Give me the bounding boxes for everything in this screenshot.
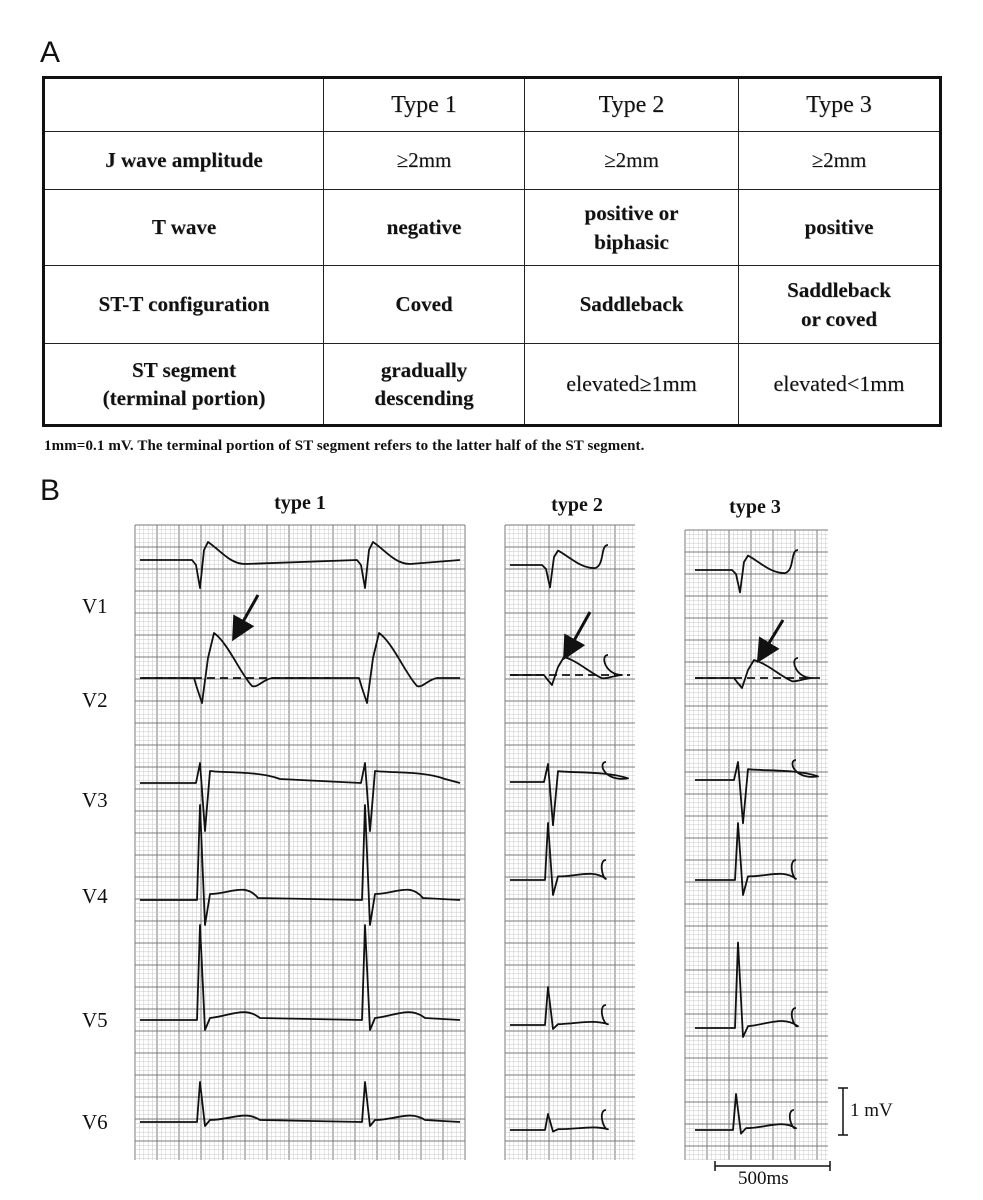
row-label-st-t: ST-T configuration bbox=[44, 266, 324, 344]
header-type-1: Type 1 bbox=[324, 78, 525, 132]
row-label-j-wave: J wave amplitude bbox=[44, 132, 324, 190]
row-label-t-wave: T wave bbox=[44, 190, 324, 266]
cell-t-wave-type2: positive or biphasic bbox=[525, 190, 739, 266]
lead-label-v2: V2 bbox=[82, 688, 108, 712]
cell-st-segment-type1: gradually descending bbox=[324, 344, 525, 426]
panel-a-label: A bbox=[40, 36, 61, 69]
grid-type-3 bbox=[685, 530, 828, 1160]
cell-t-wave-type3: positive bbox=[739, 190, 941, 266]
header-type-3: Type 3 bbox=[739, 78, 941, 132]
lead-label-v3: V3 bbox=[82, 788, 108, 812]
strip-title-type-3: type 3 bbox=[729, 496, 781, 518]
cell-j-wave-type2: ≥2mm bbox=[525, 132, 739, 190]
strip-title-type-2: type 2 bbox=[551, 494, 603, 516]
arrow-type-2 bbox=[566, 612, 590, 655]
row-label-st-segment: ST segment (terminal portion) bbox=[44, 344, 324, 426]
lead-label-v4: V4 bbox=[82, 884, 108, 908]
lead-label-v1: V1 bbox=[82, 594, 108, 618]
panel-b-label: B bbox=[40, 474, 61, 507]
strip-title-type-1: type 1 bbox=[274, 492, 326, 514]
cell-st-segment-type3: elevated<1mm bbox=[739, 344, 941, 426]
header-type-2: Type 2 bbox=[525, 78, 739, 132]
lead-label-v5: V5 bbox=[82, 1008, 108, 1032]
cell-j-wave-type1: ≥2mm bbox=[324, 132, 525, 190]
cell-st-t-type2: Saddleback bbox=[525, 266, 739, 344]
grid-type-2 bbox=[505, 525, 635, 1160]
time-scale-label: 500ms bbox=[738, 1168, 789, 1189]
cell-j-wave-type3: ≥2mm bbox=[739, 132, 941, 190]
table-footnote: 1mm=0.1 mV. The terminal portion of ST segment refers to the latter half of the ST segment. bbox=[44, 438, 645, 454]
arrow-type-1 bbox=[235, 595, 258, 636]
grid-type-1 bbox=[135, 525, 465, 1160]
cell-st-t-type1: Coved bbox=[324, 266, 525, 344]
lead-label-v6: V6 bbox=[82, 1110, 108, 1134]
cell-t-wave-type1: negative bbox=[324, 190, 525, 266]
trace-type3-v6 bbox=[695, 1094, 796, 1134]
voltage-scale-label: 1 mV bbox=[850, 1100, 893, 1121]
ecg-grid bbox=[135, 525, 828, 1160]
cell-st-segment-type2: elevated≥1mm bbox=[525, 344, 739, 426]
arrow-type-3 bbox=[760, 620, 783, 658]
cell-st-t-type3: Saddleback or coved bbox=[739, 266, 941, 344]
